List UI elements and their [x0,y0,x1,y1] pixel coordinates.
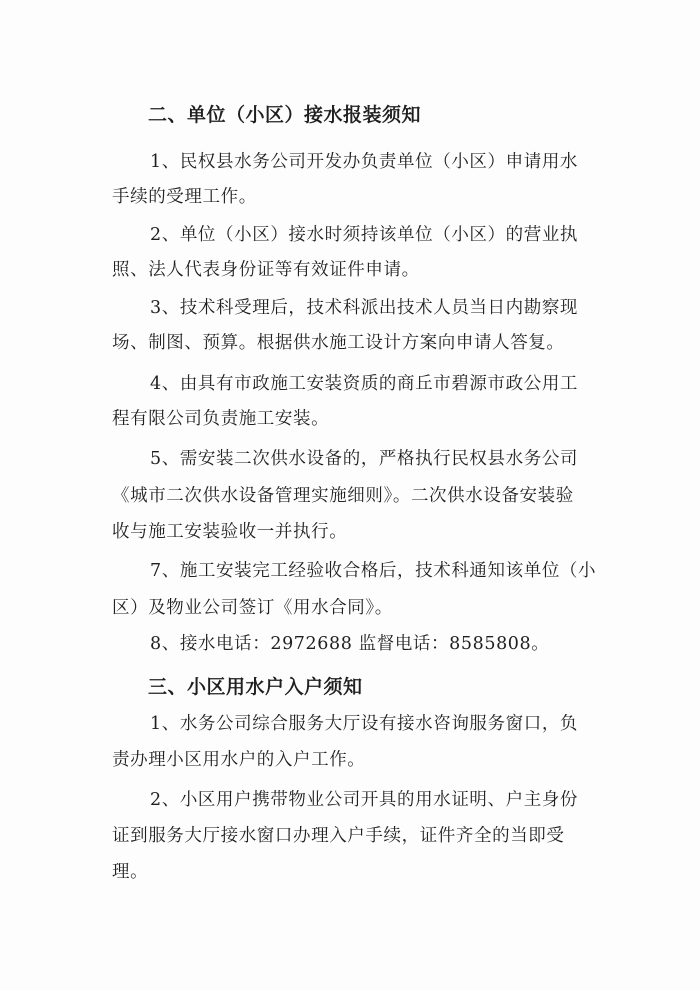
s3-item-2-line-3: 理。 [112,862,149,882]
s3-item-1-line-1: 1、水务公司综合服务大厅设有接水咨询服务窗口，负 [150,714,579,734]
section-3-heading: 三、小区用水户入户须知 [148,676,363,698]
item-3-line-2: 场、制图、预算。根据供水施工设计方案向申请人答复。 [112,333,565,353]
s3-item-2-line-2: 证到服务大厅接水窗口办理入户手续，证件齐全的当即受 [112,826,565,846]
item-5-line-3: 收与施工安装验收一并执行。 [112,522,348,542]
item-5-line-1: 5、需安装二次供水设备的，严格执行民权县水务公司 [150,449,579,469]
item-8-line-1: 8、接水电话：2972688 监督电话：8585808。 [150,634,550,654]
item-1-line-1: 1、民权县水务公司开发办负责单位（小区）申请用水 [150,152,579,172]
item-5-line-2: 《城市二次供水设备管理实施细则》。二次供水设备安装验 [112,486,574,506]
item-1-line-2: 手续的受理工作。 [112,187,257,207]
item-7-line-1: 7、施工安装完工经验收合格后，技术科通知该单位（小 [150,561,597,581]
s3-item-2-line-1: 2、小区用户携带物业公司开具的用水证明、户主身份 [150,790,579,810]
item-2-line-1: 2、单位（小区）接水时须持该单位（小区）的营业执 [150,225,579,245]
section-2-heading: 二、单位（小区）接水报装须知 [148,104,422,126]
item-4-line-1: 4、由具有市政施工安装资质的商丘市碧源市政公用工 [150,374,579,394]
item-2-line-2: 照、法人代表身份证等有效证件申请。 [112,260,420,280]
s3-item-1-line-2: 责办理小区用水户的入户工作。 [112,750,366,770]
item-4-line-2: 程有限公司负责施工安装。 [112,409,330,429]
item-3-line-1: 3、技术科受理后，技术科派出技术人员当日内勘察现 [150,298,579,318]
item-7-line-2: 区）及物业公司签订《用水合同》。 [112,598,393,618]
